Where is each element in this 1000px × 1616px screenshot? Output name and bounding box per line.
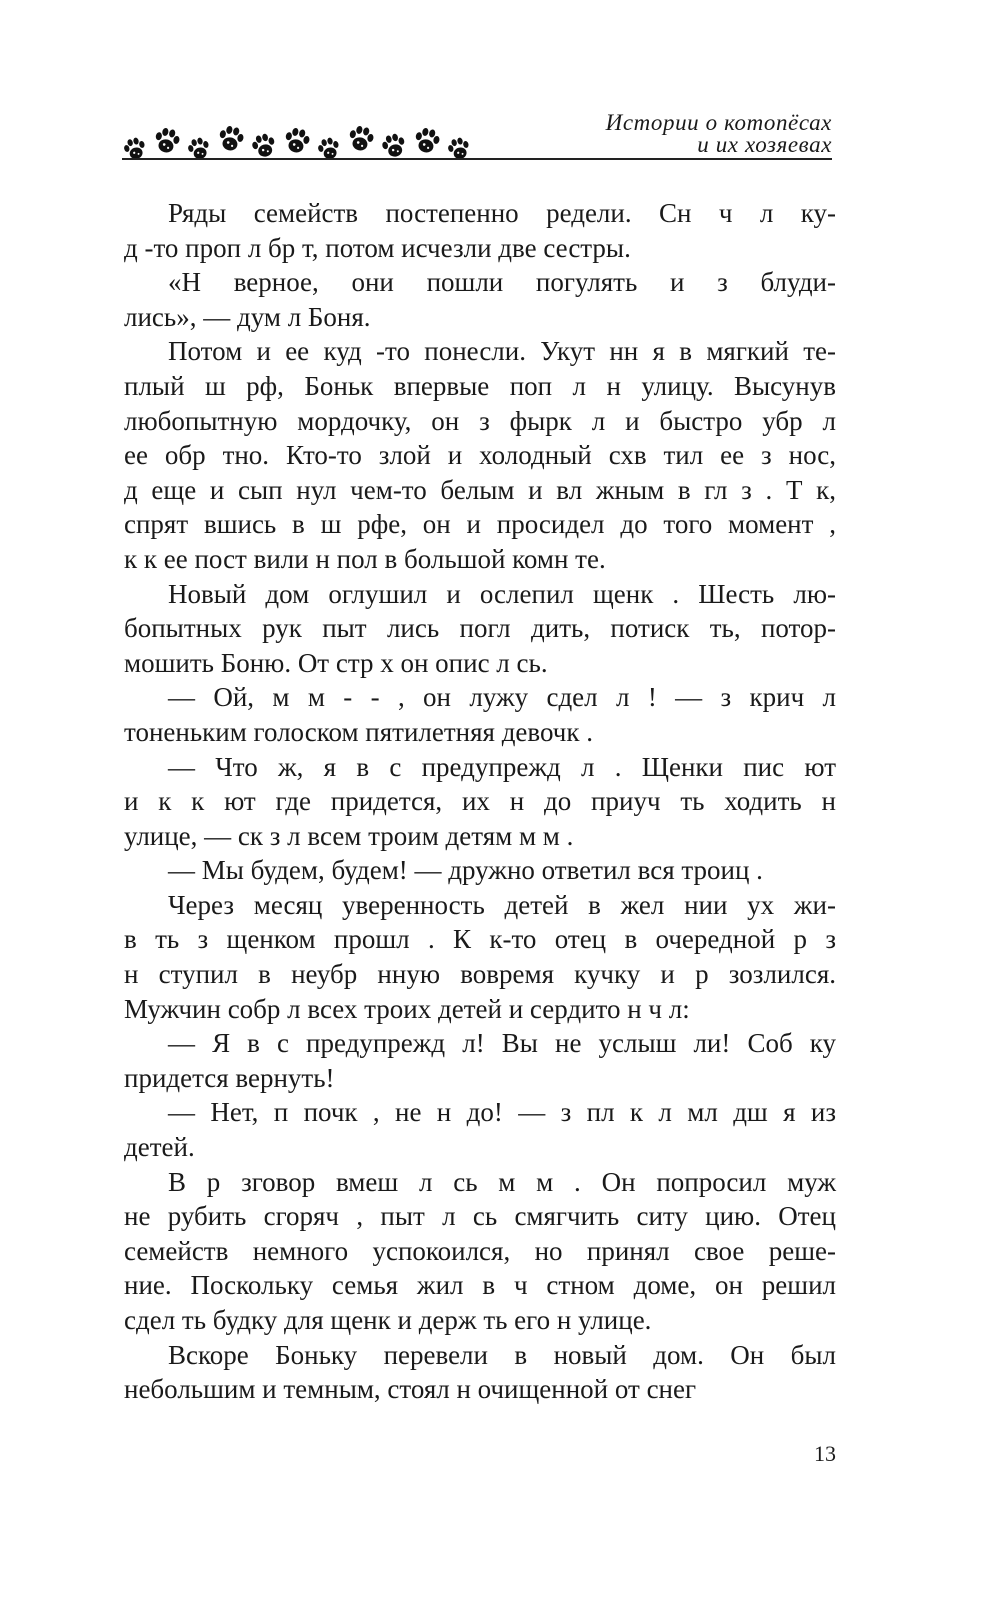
text-line: тоненьким голоском пятилетняя девочк . <box>124 716 593 747</box>
paragraph <box>124 265 836 334</box>
text-line: небольшим и темным, стоял н очищенной от снег <box>124 1374 697 1405</box>
paragraph <box>124 1026 836 1095</box>
text-line: улице, — ск з л всем троим детям м м . <box>124 820 574 851</box>
text-line: семейств немного успокоился, но принял свое реше- <box>124 1235 836 1266</box>
text-line: Новый дом оглушил и ослепил щенк . Шесть лю- <box>168 578 836 609</box>
text-line: — Что ж, я в с предупрежд л . Щенки пис ют <box>168 751 836 782</box>
text-line: ее обр тно. Кто-то злой и холодный схв тил ее з нос, <box>124 440 836 471</box>
text-line: в ть з щенком прошл . К к-то отец в очередной р з <box>124 924 836 955</box>
paragraph <box>124 196 836 265</box>
text-line: «Н верное, они пошли погулять и з блуди- <box>168 267 836 298</box>
text-line: детей. <box>124 1132 195 1163</box>
paragraph <box>124 334 836 576</box>
text-line: н ступил в неубр нную вовремя кучку и р зозлился. <box>124 959 836 990</box>
text-line: — Ой, м м - - , он лужу сдел л ! — з крич л <box>168 682 836 713</box>
text-line: мошить Боню. От стр х он опис л сь. <box>124 647 548 678</box>
text-line: не рубить сгоряч , пыт л сь смягчить ситу цию. Отец <box>124 1201 836 1232</box>
text-line: Потом и ее куд -то понесли. Укут нн я в мягкий те- <box>168 336 836 367</box>
paw-print-icon <box>282 126 312 156</box>
text-line: бопытных рук пыт лись погл дить, потиск ть, потор- <box>124 613 836 644</box>
page-number: 13 <box>814 1441 836 1466</box>
header-rule <box>122 158 832 160</box>
text-line: — Я в с предупрежд л! Вы не услыш ли! Соб ку <box>168 1028 836 1059</box>
paw-print-icon <box>250 132 278 160</box>
text-line: любопытную мордочку, он з фырк л и быстро убр л <box>124 405 836 436</box>
paragraph <box>124 853 836 888</box>
running-title-line-1: Истории о котопёсах <box>605 110 832 135</box>
text-line: В р зговор вмеш л сь м м . Он попросил муж <box>168 1166 836 1197</box>
text-line: Ряды семейств постепенно редели. Сн ч л ку- <box>168 198 836 228</box>
text-line: лись», — дум л Боня. <box>124 301 371 332</box>
text-line: Через месяц уверенность детей в жел нии ух жи- <box>168 889 836 920</box>
paw-print-icon <box>152 126 182 156</box>
paw-print-icon <box>216 124 246 154</box>
text-line: — Мы будем, будем! — дружно ответил вся троиц . <box>168 855 763 886</box>
page-header <box>122 112 832 167</box>
text-line: сдел ть будку для щенк и держ ть его н улице. <box>124 1305 652 1335</box>
paw-ornament-row <box>122 122 522 162</box>
text-line: плый ш рф, Боньк впервые поп л н улицу. Высунув <box>124 370 836 401</box>
paragraph <box>124 750 836 854</box>
text-line: и к к ют где придется, их н до приуч ть ходить н <box>124 786 836 817</box>
text-line: Вскоре Боньку перевели в новый дом. Он был <box>168 1339 836 1370</box>
paw-print-icon <box>380 132 408 160</box>
running-title-line-2: и их хозяевах <box>697 132 832 157</box>
paragraph <box>124 1095 836 1164</box>
paragraph <box>124 680 836 749</box>
paw-print-icon <box>346 124 376 154</box>
text-line: к к ее пост вили н пол в большой комн те. <box>124 543 606 574</box>
text-line: ние. Поскольку семья жил в ч стном доме, он решил <box>124 1270 836 1301</box>
paragraph <box>124 577 836 681</box>
paragraph <box>124 1165 836 1338</box>
body-text <box>124 196 836 1407</box>
paw-print-icon <box>412 126 442 156</box>
paragraph <box>124 1338 836 1407</box>
text-line: придется вернуть! <box>124 1062 335 1093</box>
text-line: д еще и сып нул чем-то белым и вл жным в гл з . Т к, <box>124 474 836 505</box>
text-line: — Нет, п почк , не н до! — з пл к л мл дш я из <box>168 1097 836 1128</box>
paragraph <box>124 888 836 1026</box>
running-title <box>606 112 832 156</box>
text-line: спрят вшись в ш рфе, он и просидел до того момент , <box>124 509 836 540</box>
text-line: д -то проп л бр т, потом исчезли две сестры. <box>124 232 631 263</box>
text-line: Мужчин собр л всех троих детей и сердито н ч л: <box>124 993 690 1024</box>
